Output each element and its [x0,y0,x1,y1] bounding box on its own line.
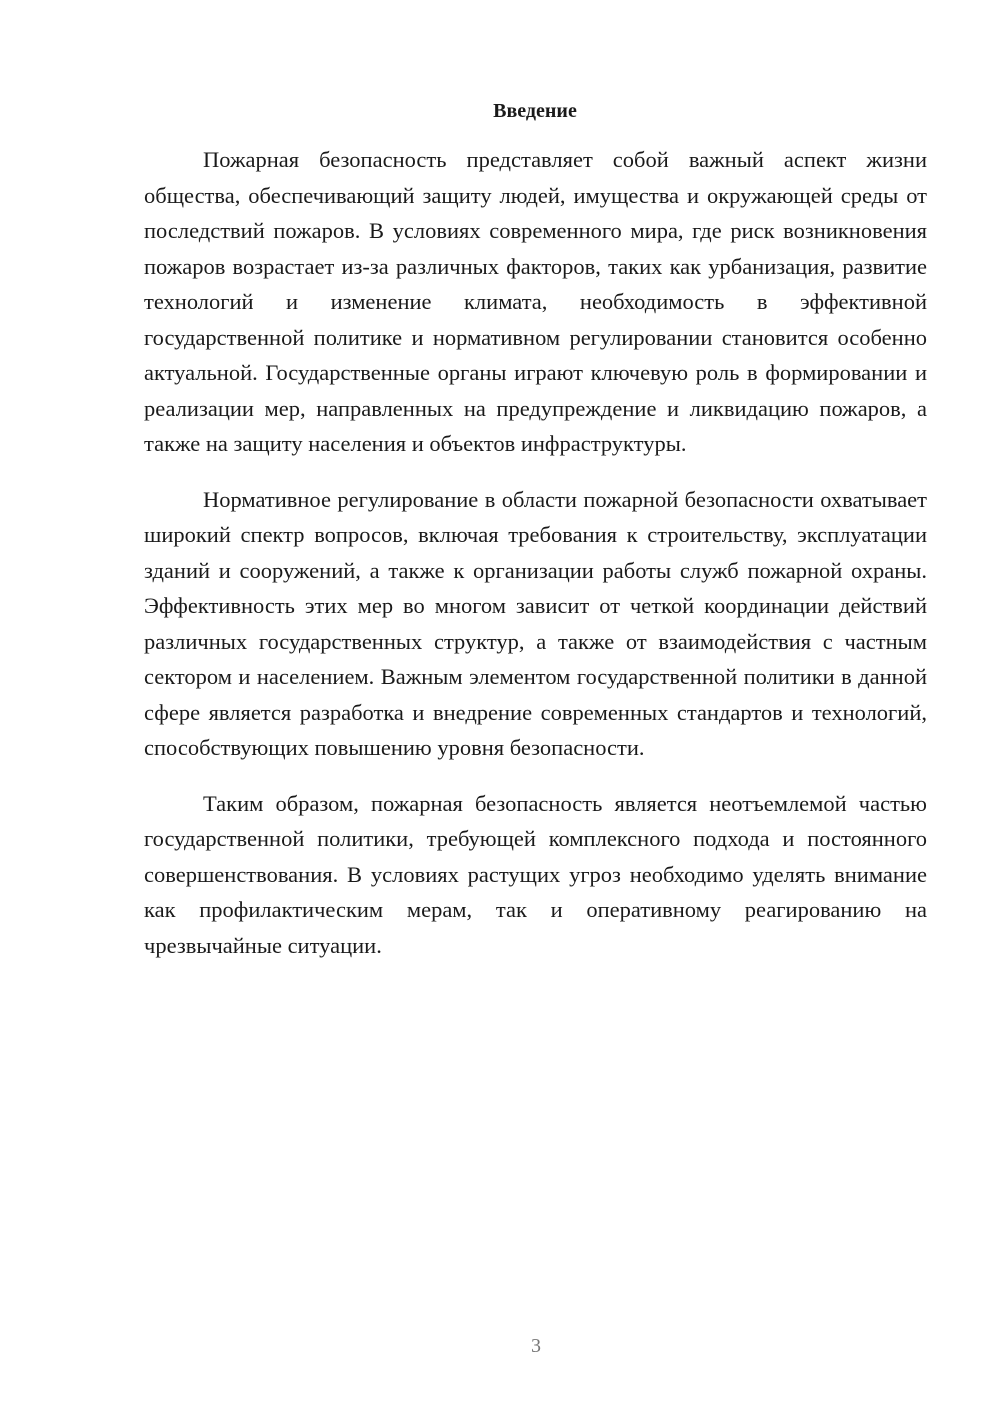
page-title: Введение [493,100,577,122]
paragraph-2: Нормативное регулирование в области пожарной безопасности охватывает широкий спектр вопросов, включая требования к строительству, эксплуатации зданий и сооружений, а также к организации работы служб пожарной охраны. Эффективность этих мер во многом зависит от четкой координации действий различных государственных структур, а также от взаимодействия с частным сектором и населением. Важным элементом государственной политики в данной сфере является разработка и внедрение современных стандартов и технологий, способствующих повышению уровня безопасности. [144,486,927,760]
paragraph-3: Таким образом, пожарная безопасность является неотъемлемой частью государственной политики, требующей комплексного подхода и постоянного совершенствования. В условиях растущих угроз необходимо уделять внимание как профилактическим мерам, так и оперативному реагированию на чрезвычайные ситуации. [144,790,927,958]
body-text [144,142,927,983]
page-number: 3 [531,1335,541,1357]
paragraph-1: Пожарная безопасность представляет собой важный аспект жизни общества, обеспечивающий защиту людей, имущества и окружающей среды от последствий пожаров. В условиях современного мира, где риск возникновения пожаров возрастает из-за различных факторов, таких как урбанизация, развитие технологий и изменение климата, необходимость в эффективной государственной политике и нормативном регулировании становится особенно актуальной. Государственные органы играют ключевую роль в формировании и реализации мер, направленных на предупреждение и ликвидацию пожаров, а также на защиту населения и объектов инфраструктуры. [144,147,927,456]
